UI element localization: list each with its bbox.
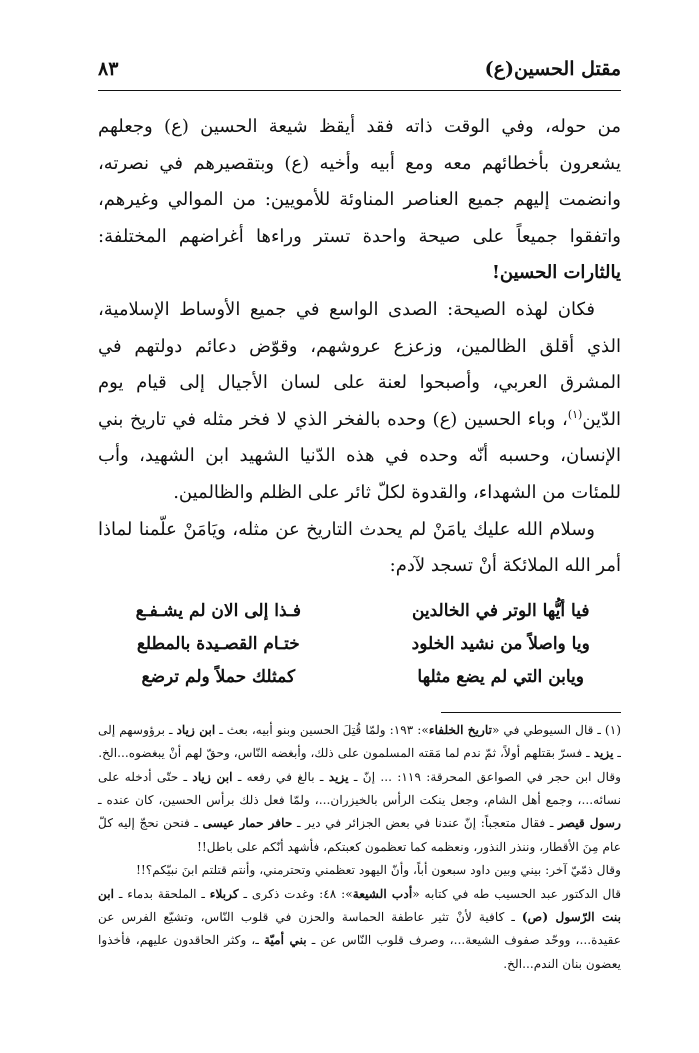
footnote-text: (١) ـ قال السيوطي في « [492, 722, 621, 737]
paragraph-3-text: وسلام الله عليك يامَنْ لم يحدث التاريخ عن مثله، ويَامَنْ علّمنا لماذا أمر الله الملائكة أنْ تسجد لآدم: [98, 518, 621, 577]
footnote-text: ـ برؤوسهم إلى ـ [98, 722, 621, 761]
person-name: يزيد [328, 769, 349, 784]
place-name: كربلاء [209, 886, 239, 901]
person-name: ابن بنت الرّسول (ص) [98, 886, 622, 924]
footnote-4 [98, 883, 621, 977]
poem [98, 595, 621, 694]
footnote-text: ـ، وكثر الحاقدون عليهم، فأخذوا يعضون بنان الندم...الخ. [98, 933, 621, 971]
footnote-divider [441, 712, 621, 713]
emphasis: حافر حمار عيسى [202, 816, 293, 831]
paragraph-1 [98, 109, 621, 292]
footnote-text: قال الدكتور عبد الحسيب طه في كتابه « [412, 886, 622, 901]
person-name: يزيد [593, 746, 614, 761]
paragraph-2-rest: ، وباء الحسين (ع) وحده بالفخر الذي لا فخر مثله في تاريخ بني الإنسان، وحسبه أنّه وحده في هذه الدّنيا الشهيد ابن الشهيد، وأب للمئات من الشهداء، والقدوة لكلّ ثائر على الظلم والظالمين. [98, 408, 621, 503]
paragraph-3 [98, 512, 621, 585]
poem-verse [98, 628, 621, 661]
footnote-3 [98, 859, 621, 882]
person-name: رسول قيصر [558, 816, 622, 831]
verse-first-hemistich: ويا واصلاً من نشيد الخلود [411, 634, 590, 655]
footnote-text: وقال ابن حجر في الصواعق المحرقة: ١١٩: ... إنّ ـ [353, 769, 622, 784]
page-header [98, 50, 621, 91]
paragraph-2-text: فكان لهذه الصيحة: الصدى الواسع في جميع الأوساط الإسلامية، الذي أقلق الظالمين، وزعزع عروشهم، وقوّض دعائم دولتهم في المشرق العربي، وأصبحوا لعنة على لسان الأجيال إلى قيام يوم الدّين [98, 298, 621, 430]
main-text [98, 109, 621, 585]
footnote-text: »: ١٩٣: ولمّا قُتِلَ الحسين وبنو أبيه، بعث ـ [219, 722, 429, 737]
poem-verse [98, 595, 621, 628]
page-number: ٨٣ [98, 58, 119, 80]
footnote-text: ـ كافية لأنْ تثير عاطفة الحماسة والحزن في قلوب النّاس، وتشيّع الفرس عن عقيدة...، ووحّد صفوف الشيعة...، وصرف قلوب النّاس عن ـ [98, 909, 622, 948]
footnote-text: ـ بالغ في رفعه ـ [237, 769, 324, 784]
book-title: أدب الشيعة [352, 886, 413, 901]
footnote-text: وقال ذمّيّ آخر: بيني وبين داود سبعون أباً، وأنّ اليهود تعظمني وتحترمني، وأنتم قتلتم ابنَ نبيّكم؟!! [136, 863, 621, 878]
person-name: ابن زياد [192, 769, 233, 784]
person-name: ابن زياد [176, 722, 216, 737]
paragraph-1-text: من حوله، وفي الوقت ذاته فقد أيقظ شيعة الحسين (ع) وجعلهم يشعرون بأخطائهم معه ومع أبيه وأخيه (ع) وبتقصيرهم في نصرته، وانضمت إليهم جميع العناصر المناوئة للأمويين: من الموالي وغيرهم، واتفقوا جميعاً على صيحة واحدة تستر وراءها أغراضهم المختلفة: [98, 116, 621, 247]
footnote-2 [98, 766, 621, 860]
paragraph-2 [98, 292, 621, 512]
verse-first-hemistich: ويابن التي لم يضع مثلها [417, 667, 584, 688]
footnote-1 [98, 719, 621, 766]
footnote-text: ـ فقال متعجباً: إنّ عندنا في بعض الجزائر في دير ـ [296, 816, 554, 831]
footnote-text: ـ الملحقة بدماء ـ [118, 886, 205, 901]
footnote-text: »: ٤٨: وغدت ذكرى ـ [243, 886, 353, 901]
footnote-ref-1[interactable]: (١) [567, 407, 583, 421]
verse-first-hemistich: فيا أيُّها الوتر في الخالدين [411, 601, 590, 622]
verse-second-hemistich: كمثلك حملاً ولم ترضع [141, 667, 296, 688]
group-name: بني أميّة [263, 933, 307, 948]
footnotes [98, 719, 621, 976]
footnote-text: ـ حتّى أدخله على نسائه...، وجمع أهل الشام، وجعل ينكت الرأس بالخيزران...، ولمّا فعل ذلك برأس الحسين، كان عنده ـ [98, 769, 621, 807]
verse-second-hemistich: فـذا إلى الان لم يشـفـع [135, 601, 301, 622]
paragraph-1-slogan: يالثارات الحسين! [492, 262, 621, 284]
footnote-text: ـ فسرّ بقتلهم أولاً، ثمّ ندم لما مَقته المسلمون على ذلك، وأبغضه النّاس، وحقّ لهم أنْ يبغضوه...الخ. [98, 746, 590, 761]
verse-second-hemistich: ختـام القصـيدة بالمطلع [136, 634, 300, 655]
running-title: مقتل الحسين(ع) [484, 58, 621, 80]
poem-verse [98, 661, 621, 694]
footnote-text: ـ فنحن نحجّ إليه كلّ عام مِنَ الأقطار، وننذر النذور، ونعظمه كما تعظمون كعبتكم، فأشهد أنّكم على باطل!! [98, 816, 621, 854]
book-title: تاريخ الخلفاء [428, 722, 493, 737]
